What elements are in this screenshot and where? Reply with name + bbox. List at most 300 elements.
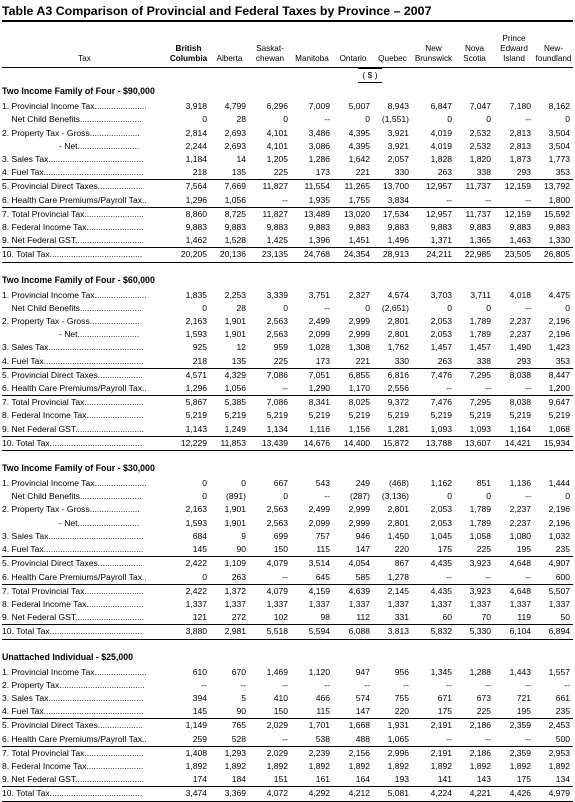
value-cell: 2,996 [373,746,412,760]
value-cell: 0 [486,302,491,313]
value-cell: 610 [192,666,207,677]
header-line: Quebec [378,54,407,63]
value-cell: 119 [517,612,531,623]
value-cell: 1,892 [308,760,330,771]
value-cell: 263 [437,355,452,366]
value-cell: 5,219 [224,410,246,421]
value-cell: 2,499 [308,316,330,327]
value-cell: -- [446,571,452,582]
value-cell: 235 [555,706,570,717]
value-cell: -- [525,383,531,394]
value-cell: 8,038 [494,396,534,410]
table-row [2,733,573,747]
value-cell: 6,088 [333,625,373,639]
value-cell: 1,444 [548,478,570,489]
value-cell: 0 [447,114,452,125]
header-province [412,21,455,68]
value-cell: 12,229 [167,436,210,450]
value-cell: 2,186 [455,719,494,733]
value-cell: 1,296 [185,194,207,205]
value-cell: 9,372 [373,396,412,410]
value-cell: 3,514 [291,557,333,571]
section-heading-row [2,460,573,477]
row-label: 6. Health Care Premiums/Payroll Tax.. [2,571,147,582]
value-cell: 143 [476,774,491,785]
value-cell: 1,337 [387,598,409,609]
value-cell: (287) [350,491,370,502]
value-cell: 5,219 [185,410,207,421]
row-label: 7. Total Provincial Tax......................... [2,746,167,760]
table-row [2,517,573,530]
section-heading: Two Income Family of Four - $60,000 [2,274,155,285]
value-cell: 6,296 [266,101,288,112]
value-cell: 3,751 [308,289,330,300]
value-cell: 2,693 [224,140,246,151]
value-cell: 23,505 [494,248,534,262]
value-cell: 1,800 [548,194,570,205]
table-row [2,355,573,369]
value-cell: 5,518 [249,625,291,639]
value-cell: 98 [320,612,330,623]
row-label: 4. Fuel Tax.......................................... [2,167,144,178]
value-cell: 161 [315,774,330,785]
header-line: Brunswick [414,54,453,63]
value-cell: 331 [394,612,409,623]
value-cell: 2,186 [455,746,494,760]
value-cell: 1,496 [387,235,409,246]
value-cell: 24,211 [412,248,455,262]
value-cell: 1,330 [548,235,570,246]
value-cell: 2,191 [412,746,455,760]
table-row [2,382,573,396]
value-cell: 1,892 [348,760,370,771]
value-cell: 1,205 [266,154,288,165]
unit-row [2,68,573,84]
value-cell: 4,079 [249,557,291,571]
row-label: 3. Sales Tax........................................ [2,530,144,541]
header-province [333,21,373,68]
value-cell: 4,799 [224,101,246,112]
value-cell: 1,463 [509,235,531,246]
value-cell: 4,212 [333,787,373,801]
value-cell: 488 [355,733,370,744]
value-cell: 0 [241,478,246,489]
value-cell: 175 [516,774,531,785]
value-cell: 673 [476,692,491,703]
value-cell: 3,880 [167,625,210,639]
value-cell: 0 [283,491,288,502]
value-cell: 8,341 [291,396,333,410]
row-label: 1. Provincial Income Tax...................... [2,478,147,489]
value-cell: 3,474 [167,787,210,801]
value-cell: 6,855 [333,368,373,382]
value-cell: 3,813 [373,625,412,639]
section-heading-row [2,83,573,100]
value-cell: 1,901 [224,329,246,340]
value-cell: 671 [437,692,452,703]
value-cell: 2,053 [430,504,452,515]
value-cell: 9,883 [224,222,246,233]
value-cell: 1,045 [430,530,452,541]
value-cell: -- [324,679,330,690]
table-row [2,153,573,166]
row-label: Net Child Benefits.......................... [2,302,142,313]
value-cell: 2,422 [167,584,210,598]
table-row [2,341,573,354]
value-cell: 667 [273,478,288,489]
value-cell: 0 [565,114,570,125]
value-cell: 1,931 [373,719,412,733]
value-cell: 7,047 [469,101,491,112]
value-cell: 3,834 [387,194,409,205]
table-row [2,248,573,262]
value-cell: 15,934 [534,436,573,450]
row-label: 3. Sales Tax........................................ [2,342,144,353]
row-label: 8. Federal Income Tax........................ [2,598,144,609]
table-row [2,396,573,410]
row-label: 9. Net Federal GST............................. [2,612,145,623]
value-cell: -- [324,302,330,313]
value-cell: 4,079 [249,584,291,598]
table-row [2,611,573,625]
value-cell: 7,086 [249,396,291,410]
value-cell: 1,528 [224,235,246,246]
value-cell: 2,327 [348,289,370,300]
table-row [2,773,573,787]
value-cell: 1,028 [308,342,330,353]
value-cell: 141 [437,774,452,785]
value-cell: 9,883 [509,222,531,233]
value-cell: 1,365 [469,235,491,246]
value-cell: (1,551) [381,114,409,125]
value-cell: 1,337 [469,598,491,609]
value-cell: 1,068 [548,423,570,434]
value-cell: 164 [355,774,370,785]
value-cell: 147 [355,706,370,717]
value-cell: 5,081 [373,787,412,801]
value-cell: 293 [516,167,531,178]
value-cell: 1,156 [348,423,370,434]
value-cell: 9,883 [469,222,491,233]
value-cell: 1,892 [387,760,409,771]
header-line: British [175,44,202,53]
value-cell: 1,337 [266,598,288,609]
value-cell: 2,422 [167,557,210,571]
value-cell: 1,935 [308,194,330,205]
row-label: 4. Fuel Tax.......................................... [2,544,144,555]
value-cell: 5,219 [509,410,531,421]
value-cell: 3,921 [387,140,409,151]
value-cell: 1,293 [210,746,249,760]
value-cell: -- [446,194,452,205]
value-cell: 1,200 [548,383,570,394]
row-label: 7. Total Provincial Tax......................... [2,207,167,221]
value-cell: 12,159 [494,207,534,221]
value-cell: 8,162 [548,101,570,112]
value-cell: 1,642 [348,154,370,165]
value-cell: 755 [394,692,409,703]
value-cell: (891) [226,491,246,502]
value-cell: 1,828 [430,154,452,165]
value-cell: 5,385 [210,396,249,410]
value-cell: 193 [394,774,409,785]
value-cell: 4,571 [167,368,210,382]
value-cell: 0 [565,491,570,502]
header-line: Prince [502,34,526,43]
value-cell: 2,563 [266,517,288,528]
row-label: 4. Fuel Tax.......................................... [2,355,144,366]
value-cell: 11,853 [210,436,249,450]
value-cell: 1,892 [430,760,452,771]
header-line: New [425,44,442,53]
section-heading-row [2,272,573,289]
value-cell: 13,439 [249,436,291,450]
section-heading: Two Income Family of Four - $90,000 [2,86,155,97]
value-cell: 2,563 [266,316,288,327]
value-cell: 28 [236,114,246,125]
header-line: Columbia [169,54,208,63]
value-cell: -- [282,194,288,205]
value-cell: 2,237 [509,517,531,528]
value-cell: -- [485,571,491,582]
value-cell: 2,099 [308,517,330,528]
value-cell: 2,813 [509,140,531,151]
value-cell: 2,099 [308,329,330,340]
value-cell: 3,339 [266,289,288,300]
value-cell: 5,219 [266,410,288,421]
value-cell: 0 [365,302,370,313]
value-cell: 1,457 [469,342,491,353]
value-cell: 2,145 [373,584,412,598]
value-cell: 574 [355,692,370,703]
table-row [2,571,573,585]
value-cell: 3,504 [548,127,570,138]
value-cell: 670 [231,666,246,677]
value-cell: 2,237 [509,329,531,340]
table-row [2,368,573,382]
table-row [2,127,573,140]
value-cell: -- [403,679,409,690]
value-cell: 1,120 [308,666,330,677]
value-cell: 1,109 [210,557,249,571]
row-label: 10. Total Tax....................................... [2,625,167,639]
value-cell: 1,451 [348,235,370,246]
value-cell: 3,921 [387,127,409,138]
value-cell: 721 [516,692,531,703]
value-cell: 7,180 [509,101,531,112]
value-cell: 2,999 [348,517,370,528]
value-cell: -- [525,302,531,313]
value-cell: 1,773 [548,154,570,165]
value-cell: 0 [202,302,207,313]
value-cell: 12 [236,342,246,353]
value-cell: 600 [555,571,570,582]
value-cell: 12,957 [412,207,455,221]
value-cell: 2,563 [266,329,288,340]
row-label: 10. Total Tax....................................... [2,436,167,450]
header-province [291,21,333,68]
table-row [2,787,573,801]
value-cell: 4,426 [494,787,534,801]
section-heading: Unattached Individual - $25,000 [2,651,134,662]
value-cell: 4,054 [333,557,373,571]
value-cell: 1,789 [469,504,491,515]
value-cell: 6,104 [494,625,534,639]
value-cell: 1,162 [430,478,452,489]
row-label: 9. Net Federal GST............................. [2,423,145,434]
value-cell: 353 [555,167,570,178]
value-cell: 946 [355,530,370,541]
row-label: 3. Sales Tax........................................ [2,154,144,165]
value-cell: 2,532 [469,140,491,151]
value-cell: 500 [555,733,570,744]
value-cell: 1,290 [308,383,330,394]
value-cell: 1,457 [430,342,452,353]
row-label: 7. Total Provincial Tax......................... [2,396,167,410]
value-cell: 60 [442,612,452,623]
value-cell: 225 [476,706,491,717]
value-cell: 151 [273,774,288,785]
value-cell: 2,359 [494,746,534,760]
value-cell: 1,308 [348,342,370,353]
value-cell: 150 [273,544,288,555]
row-label: 10. Total Tax....................................... [2,787,167,801]
value-cell: 3,711 [470,289,491,300]
value-cell: 1,892 [185,760,207,771]
value-cell: 145 [192,706,207,717]
value-cell: 175 [437,706,452,717]
value-cell: 14 [236,154,246,165]
value-cell: 0 [202,571,207,582]
value-cell: 2,801 [387,329,409,340]
value-cell: 0 [202,114,207,125]
value-cell: 17,534 [373,207,412,221]
value-cell: -- [525,733,531,744]
value-cell: 8,025 [333,396,373,410]
table-row [2,315,573,328]
value-cell: 5,219 [548,410,570,421]
value-cell: 1,080 [509,530,531,541]
value-cell: 2,156 [333,746,373,760]
value-cell: 2,801 [387,504,409,515]
table-body [2,83,573,801]
value-cell: 4,019 [430,140,452,151]
row-label: 6. Health Care Premiums/Payroll Tax.. [2,383,147,394]
row-label: 8. Federal Income Tax........................ [2,760,144,771]
value-cell: 259 [192,733,207,744]
header-line: Scotia [463,54,486,63]
value-cell: 2,237 [509,504,531,515]
table-row [2,692,573,705]
value-cell: -- [446,733,452,744]
value-cell: 1,789 [469,316,491,327]
value-cell: 0 [486,114,491,125]
value-cell: 9,883 [348,222,370,233]
value-cell: 9,647 [534,396,573,410]
value-cell: 15,592 [534,207,573,221]
value-cell: 2,053 [430,517,452,528]
table-row [2,100,573,113]
value-cell: 3,923 [455,584,494,598]
value-cell: 121 [192,612,207,623]
value-cell: 2,801 [387,316,409,327]
value-cell: -- [282,733,288,744]
table-row [2,679,573,692]
value-cell: -- [485,383,491,394]
table-row [2,760,573,773]
value-cell: 150 [273,706,288,717]
value-cell: 7,476 [412,396,455,410]
value-cell: 5,594 [291,625,333,639]
value-cell: 1,873 [509,154,531,165]
section-spacer [2,451,573,461]
value-cell: 1,443 [509,666,531,677]
value-cell: 394 [192,692,207,703]
table-row [2,490,573,503]
value-cell: 2,237 [509,316,531,327]
value-cell: 8,860 [167,207,210,221]
value-cell: 4,979 [534,787,573,801]
table-row [2,557,573,571]
value-cell: 1,425 [266,235,288,246]
value-cell: 1,058 [469,530,491,541]
value-cell: 2,253 [224,289,246,300]
value-cell: 851 [476,478,491,489]
value-cell: -- [446,383,452,394]
value-cell: -- [525,194,531,205]
value-cell: -- [525,679,531,690]
value-cell: 1,286 [308,154,330,165]
value-cell: 2,191 [412,719,455,733]
header-province [534,21,573,68]
table-row [2,477,573,490]
header-line: Ontario [339,54,367,63]
value-cell: 26,805 [534,248,573,262]
table-row [2,705,573,719]
value-cell: 14,400 [333,436,373,450]
row-label: 3. Sales Tax........................................ [2,692,144,703]
table-row [2,530,573,543]
value-cell: 4,292 [291,787,333,801]
value-cell: 218 [192,167,207,178]
value-cell: 5,219 [348,410,370,421]
value-cell: 1,462 [185,235,207,246]
value-cell: 1,143 [185,423,207,434]
value-cell: 13,792 [534,180,573,194]
value-cell: 925 [192,342,207,353]
value-cell: 12,957 [412,180,455,194]
value-cell: 1,170 [348,383,370,394]
value-cell: 1,371 [430,235,452,246]
value-cell: 330 [394,167,409,178]
value-cell: 1,056 [224,194,246,205]
row-label: Net Child Benefits.......................... [2,491,142,502]
value-cell: 2,999 [348,504,370,515]
value-cell: 1,789 [469,517,491,528]
value-cell: 9,883 [430,222,452,233]
header-province [373,21,412,68]
value-cell: 0 [447,302,452,313]
value-cell: 8,725 [210,207,249,221]
value-cell: 0 [283,114,288,125]
value-cell: 11,737 [455,180,494,194]
value-cell: 4,639 [333,584,373,598]
value-cell: 1,450 [387,530,409,541]
table-row [2,140,573,153]
row-label: 5. Provincial Direct Taxes................... [2,368,167,382]
value-cell: 2,196 [548,329,570,340]
row-label: 2. Property Tax - Gross..................... [2,316,140,327]
